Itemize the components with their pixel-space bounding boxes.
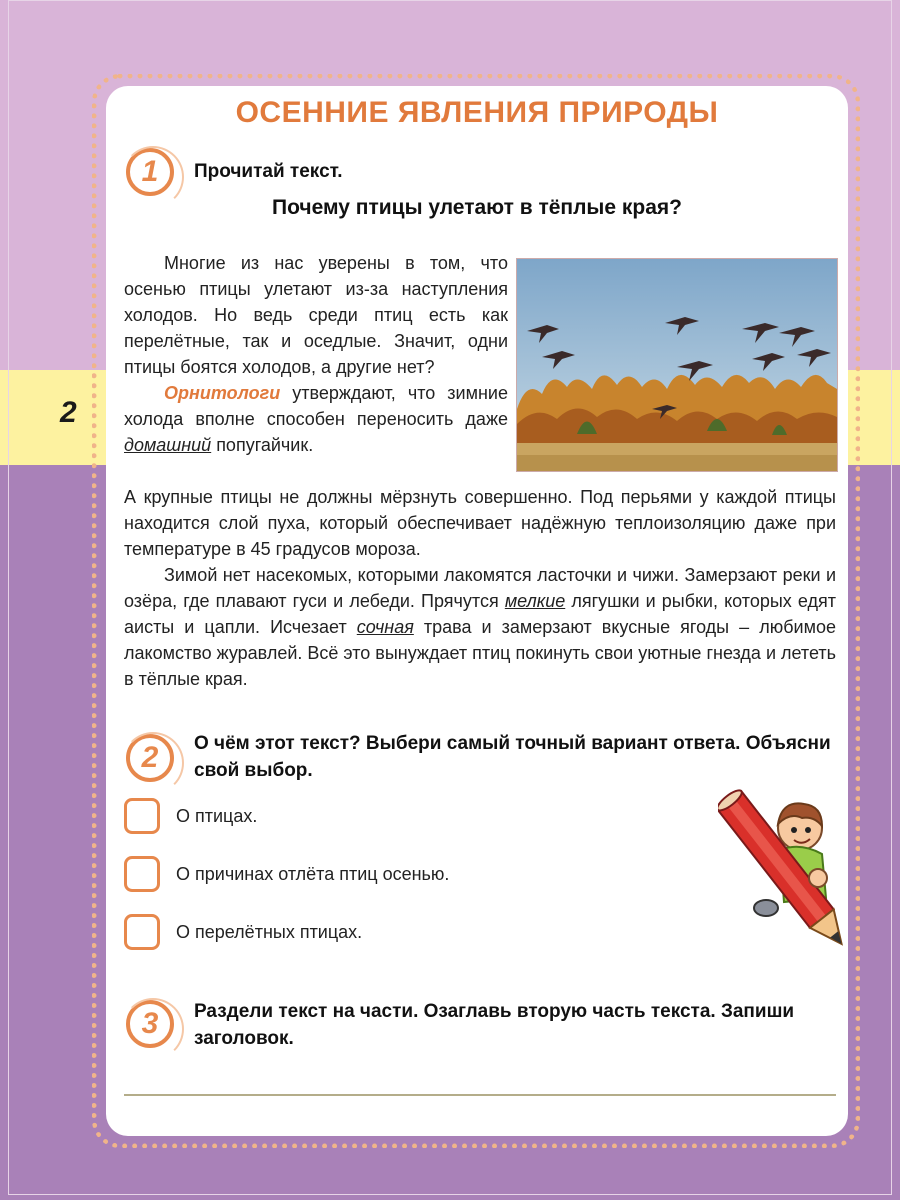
checkbox[interactable] bbox=[124, 914, 160, 950]
checkbox[interactable] bbox=[124, 798, 160, 834]
task2-question: О чём этот текст? Выбери самый точный вариант ответа. Объясни свой выбор. bbox=[194, 733, 831, 781]
text-title: Почему птицы улетают в тёплые края? bbox=[272, 196, 682, 219]
task3-instruction: Раздели текст на части. Озаглавь вторую часть текста. Запиши заголовок. bbox=[194, 1001, 795, 1049]
paragraph-4-text-c: трава и замерзают вкусные ягоды – любимое лакомство журавлей. Всё это вынуждает птиц покинуть свои уютные гнезда и лететь в тёплые края. bbox=[124, 617, 836, 689]
paragraph-2 bbox=[124, 380, 508, 458]
task-number-label: 3 bbox=[141, 1007, 159, 1040]
worksheet-card bbox=[106, 86, 848, 1136]
answer-line[interactable] bbox=[124, 1094, 836, 1096]
underlined-word-3: сочная bbox=[356, 617, 414, 637]
text-full-width bbox=[124, 484, 836, 692]
paragraph-4-text-a: Зимой нет насекомых, которыми лакомятся ласточки и чижи. Замерзают реки и озёра, где плавают гуси и лебеди. Прячутся bbox=[124, 565, 836, 611]
paragraph-2-text-b: попугайчик. bbox=[211, 435, 314, 455]
paragraph-4 bbox=[124, 562, 836, 692]
underlined-word-1: домашний bbox=[124, 435, 212, 455]
boy-with-pencil-icon bbox=[718, 786, 846, 946]
answer-option-1[interactable] bbox=[124, 798, 257, 834]
option-label: О перелётных птицах. bbox=[176, 921, 363, 942]
paragraph-2-text-a: утверждают, что зимние холода вполне способен переносить даже bbox=[124, 383, 508, 429]
paragraph-1: Многие из нас уверены в том, что осенью птицы улетают из-за наступления холодов. Но ведь среди птиц есть как перелётные, так и оседлые. Значит, одни птицы боятся холодов, а другие нет? bbox=[124, 253, 508, 377]
checkbox[interactable] bbox=[124, 856, 160, 892]
underlined-word-2: мелкие bbox=[504, 591, 566, 611]
task-number-3 bbox=[126, 1000, 174, 1048]
page-title: ОСЕННИЕ ЯВЛЕНИЯ ПРИРОДЫ bbox=[235, 96, 719, 129]
option-label: О причинах отлёта птиц осенью. bbox=[176, 863, 450, 884]
task-number-2 bbox=[126, 734, 174, 782]
flying-birds-autumn-forest-image bbox=[517, 259, 837, 471]
page-number: 2 bbox=[60, 396, 77, 429]
paragraph-3: А крупные птицы не должны мёрзнуть совершенно. Под перьями у каждой птицы находится слой пуха, который обеспечивает надёжную теплоизоляцию даже при температуре в 45 градусов мороза. bbox=[124, 487, 836, 559]
text-column-left bbox=[124, 250, 508, 458]
birds-photo bbox=[516, 258, 838, 472]
answer-option-3[interactable] bbox=[124, 914, 362, 950]
highlighted-word: Орнитологи bbox=[164, 383, 281, 403]
task1-instruction: Прочитай текст. bbox=[194, 161, 343, 182]
task-number-label: 2 bbox=[141, 741, 159, 774]
answer-option-2[interactable] bbox=[124, 856, 449, 892]
task-number-label: 1 bbox=[141, 155, 159, 188]
task-number-1 bbox=[126, 148, 174, 196]
paragraph-4-text-b: лягушки и рыбки, которых едят аисты и цапли. Исчезает bbox=[124, 591, 837, 637]
option-label: О птицах. bbox=[176, 805, 258, 826]
